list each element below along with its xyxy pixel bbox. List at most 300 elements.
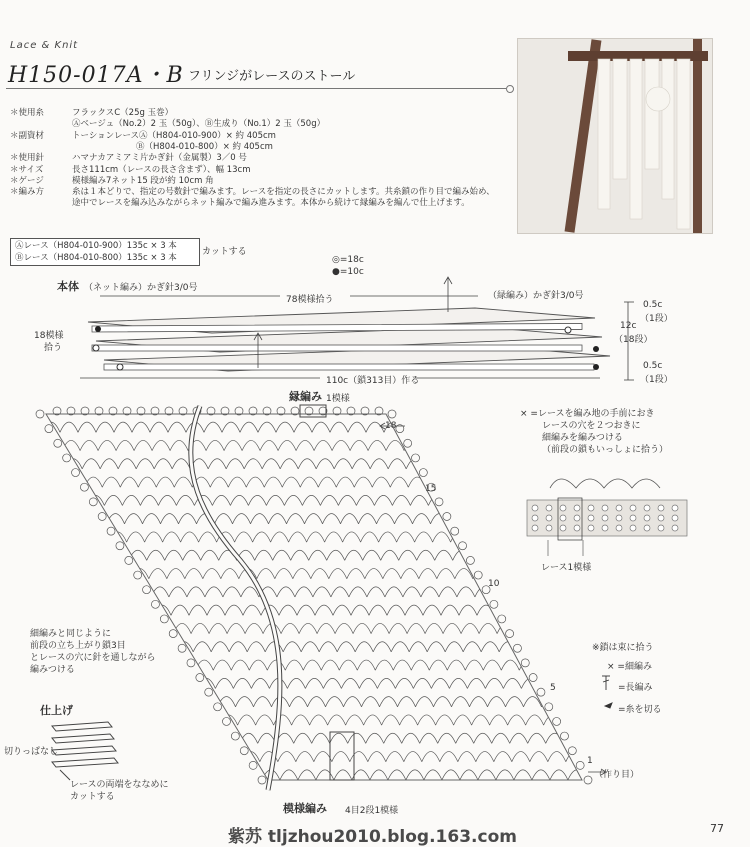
chain-loop (493, 587, 511, 597)
chain-loop (284, 495, 302, 505)
chain-loop (557, 678, 575, 688)
chain-loop (276, 422, 294, 432)
edge-scallops (36, 407, 592, 784)
chain-loop (171, 605, 189, 615)
left-label-2: 拾う (44, 343, 63, 353)
chain-loop (564, 733, 582, 743)
chain-loop (335, 623, 353, 633)
chain-loop (418, 715, 436, 725)
body-title: 本体 (57, 280, 79, 293)
chain-loop (488, 697, 506, 707)
lace-hole (532, 515, 538, 521)
chain-loop (323, 514, 341, 524)
lace-symbol-note: × =レースを編み地の手前におき レースの穴を２つおきに 細編みを編みつける （前段の鎖もいっしょに拾う） (520, 409, 669, 455)
chain-loop (501, 660, 519, 670)
chain-loop (309, 550, 327, 560)
spec-value: 模様編み7ネット15 段が約 10cm 角 (72, 175, 214, 186)
chain-loop (189, 605, 207, 615)
chain-loop (316, 459, 334, 469)
chain-loop (391, 642, 409, 652)
chain-loop (537, 660, 555, 670)
chain-loop (440, 440, 458, 450)
series-label: Lace & Knit (10, 40, 79, 51)
lace-hole (574, 515, 580, 521)
chain-loop (410, 495, 428, 505)
chain-loop (229, 642, 247, 652)
chain-loop (407, 623, 425, 633)
lace-hole (532, 525, 538, 531)
chain-loop (118, 459, 136, 469)
picot (240, 747, 248, 755)
picot (388, 410, 396, 418)
chain-loop (337, 642, 355, 652)
chain-loop (349, 587, 367, 597)
edge-title: 縁編み (289, 390, 322, 403)
dim-mid-rows: （18段） (614, 335, 653, 345)
chain-loop (26, 440, 44, 450)
chain-loop (560, 697, 578, 707)
chain-loop (611, 678, 629, 688)
picot (568, 747, 576, 755)
chain-loop (179, 514, 197, 524)
edge-repeat: 1模様 (326, 394, 350, 404)
chain-loop (366, 733, 384, 743)
chain-loop (315, 605, 333, 615)
chain-loop (280, 459, 298, 469)
chain-loop (165, 550, 183, 560)
chain-loop (224, 440, 242, 450)
picot (521, 659, 529, 667)
chain-loop (654, 733, 672, 743)
chain-loop (379, 532, 397, 542)
picot (134, 571, 142, 579)
chain-loop (392, 495, 410, 505)
chain-loop (169, 587, 187, 597)
chain-loop (206, 440, 224, 450)
chain-loop (235, 532, 253, 542)
chain-loop (386, 752, 404, 762)
chain-loop (305, 678, 323, 688)
chain-loop (138, 477, 156, 487)
picot (89, 498, 97, 506)
chain-loop (344, 697, 362, 707)
chain-loop (474, 733, 492, 743)
chain-loop (483, 660, 501, 670)
chain-loop (158, 495, 176, 505)
spec-value: Ⓑ（H804-010-800）× 約 405cm (136, 141, 273, 152)
chain-loop (443, 623, 461, 633)
chain-loop (658, 770, 676, 780)
chain-loop (278, 752, 296, 762)
chain-loop (517, 642, 535, 652)
chain-loop (437, 569, 455, 579)
chain-loop (147, 550, 165, 560)
chain-loop (6, 422, 24, 432)
chain-loop (388, 770, 406, 780)
body-strips (88, 308, 610, 371)
chain-loop (355, 642, 373, 652)
symbol-glyphs (602, 676, 612, 708)
chain-loop (365, 569, 383, 579)
chain-loop (377, 678, 395, 688)
chain-loop (481, 642, 499, 652)
lace-hole (532, 505, 538, 511)
cut-raw-label: 切りっぱなし (4, 747, 59, 757)
picot (576, 761, 584, 769)
lace-hole (602, 525, 608, 531)
chain-loop (352, 770, 370, 780)
chain-loop (449, 514, 467, 524)
chain-loop (273, 550, 291, 560)
chain-loop (154, 459, 172, 469)
chain-loop (530, 752, 548, 762)
body-subtitle: （ネット編み）かぎ針3/0号 (84, 283, 198, 293)
symbol-sc: × =細編み (607, 662, 652, 672)
row-1: 1 (587, 756, 593, 766)
chain-loop (86, 495, 104, 505)
chain-loop (243, 605, 261, 615)
chain-loop (71, 514, 89, 524)
lace-hole (602, 515, 608, 521)
chain-loop (377, 514, 395, 524)
chain-loop (464, 495, 482, 505)
chain-loop (175, 642, 193, 652)
spec-key: ＊使用糸 (10, 108, 45, 118)
chain-loop (211, 642, 229, 652)
lace-hole (616, 505, 622, 511)
chain-loop (465, 660, 483, 670)
picot (529, 674, 537, 682)
picot (474, 571, 482, 579)
chain-loop (312, 422, 330, 432)
chain-loop (569, 623, 587, 633)
chain-loop (50, 495, 68, 505)
chain-loop (487, 532, 505, 542)
picot (36, 410, 44, 418)
chain-loop (238, 715, 256, 725)
chain-loop (393, 660, 411, 670)
chain-loop (389, 623, 407, 633)
picot (222, 717, 230, 725)
chain-loop (445, 642, 463, 652)
chain-loop (439, 587, 457, 597)
chain-loop (231, 660, 249, 670)
chain-loop (125, 514, 143, 524)
chain-loop (302, 495, 320, 505)
chain-loop (279, 605, 297, 615)
chain-loop (528, 733, 546, 743)
chain-loop (305, 514, 323, 524)
chain-loop (246, 477, 264, 487)
chain-loop (185, 569, 203, 579)
chain-loop (143, 514, 161, 524)
chain-loop (622, 770, 640, 780)
chain-loop (174, 477, 192, 487)
lace-hole (574, 525, 580, 531)
lace-hole (616, 525, 622, 531)
chain-loop (44, 440, 62, 450)
chain-loop (131, 569, 149, 579)
chain-loop (202, 715, 220, 725)
chain-loop (368, 440, 386, 450)
chain-loop (676, 770, 694, 780)
chain-loop (295, 587, 313, 597)
chain-loop (543, 550, 561, 560)
chain-loop (433, 532, 451, 542)
chain-loop (482, 495, 500, 505)
left-label-1: 18模様 (34, 331, 64, 341)
chain-loop (500, 495, 518, 505)
chain-loop (317, 623, 335, 633)
chain-loop (373, 642, 391, 652)
chain-loop (199, 532, 217, 542)
picot (196, 674, 204, 682)
lace-hole (560, 525, 566, 531)
chain-loop (406, 770, 424, 780)
chain-loop (244, 770, 262, 780)
chain-loop (526, 715, 544, 725)
picot (498, 615, 506, 623)
chain-loop (434, 697, 452, 707)
picot (560, 732, 568, 740)
chain-loop (485, 514, 503, 524)
chain-loop (385, 587, 403, 597)
chain-loop (201, 550, 219, 560)
chain-loop (424, 459, 442, 469)
chain-loop (384, 733, 402, 743)
dim-mid: 12c (620, 321, 637, 331)
chain-loop (604, 770, 622, 780)
chain-loop (447, 660, 465, 670)
chain-loop (345, 550, 363, 560)
chain-loop (149, 569, 167, 579)
chain-loop (282, 477, 300, 487)
picot (214, 703, 222, 711)
chain-loop (498, 477, 516, 487)
chain-loop (140, 495, 158, 505)
chain-loop (285, 660, 303, 670)
chain-loop (505, 532, 523, 542)
picot (513, 644, 521, 652)
chain-loop (113, 569, 131, 579)
chain-loop (328, 715, 346, 725)
lace-sample-stitches (550, 479, 660, 488)
chain-loop (420, 422, 438, 432)
pattern-title: フリンジがレースのストール (188, 69, 356, 84)
chain-loop (204, 733, 222, 743)
chain-loop (351, 605, 369, 615)
lace-b-line: Ⓑレース（H804-010-800）135c × 3 本 (15, 253, 177, 263)
chain-loop (457, 587, 475, 597)
chain-loop (215, 678, 233, 688)
chain-loop (102, 477, 120, 487)
chain-loop (245, 623, 263, 633)
chain-loop (489, 550, 507, 560)
chain-loop (297, 605, 315, 615)
picot (584, 776, 592, 784)
picot (45, 425, 53, 433)
chain-loop (460, 459, 478, 469)
chain-loop (397, 532, 415, 542)
spec-value: トーションレースⒶ（H804-010-900）× 約 405cm (72, 130, 276, 141)
chain-loop (325, 532, 343, 542)
chain-loop (329, 569, 347, 579)
chain-loop (656, 752, 674, 762)
chain-loop (161, 514, 179, 524)
row-10: 10 (488, 579, 500, 589)
chain-loop (503, 514, 521, 524)
chain-loop (289, 532, 307, 542)
chain-loop (346, 715, 364, 725)
chain-loop (388, 459, 406, 469)
chain-loop (269, 514, 287, 524)
chain-loop (395, 678, 413, 688)
chain-loop (298, 459, 316, 469)
chain-loop (364, 715, 382, 725)
lace-hole (574, 505, 580, 511)
row-arrows (380, 423, 606, 775)
picot (143, 586, 151, 594)
chain-loop (359, 678, 377, 688)
picot (249, 761, 257, 769)
chain-loop (98, 440, 116, 450)
lace-hole (602, 505, 608, 511)
chain-loop (42, 422, 60, 432)
chain-loop (182, 697, 200, 707)
chain-loop (314, 752, 332, 762)
chain-loop (120, 477, 138, 487)
chain-loop (292, 715, 310, 725)
chain-loop (387, 605, 405, 615)
chain-loop (104, 495, 122, 505)
spec-value: 糸は１本どりで、指定の号数針で編みます。レースを指定の長さにカットします。共糸鎖の作り目で編み始め、 (72, 187, 495, 198)
picot (482, 586, 490, 594)
chain-loop (529, 587, 547, 597)
row-5: 5 (550, 683, 556, 693)
chain-loop (296, 752, 314, 762)
chain-loop (431, 514, 449, 524)
chain-loop (312, 733, 330, 743)
filled-circle-legend: ●=10c (332, 267, 364, 277)
chain-loop (602, 752, 620, 762)
chain-loop (616, 715, 634, 725)
picot (205, 688, 213, 696)
page-number: 77 (710, 822, 724, 835)
chain-loop (429, 660, 447, 670)
chain-loop (555, 660, 573, 670)
chain-loop (454, 715, 472, 725)
chain-loop (634, 715, 652, 725)
chain-loop (78, 422, 96, 432)
symbol-dc: =長編み (618, 683, 653, 693)
chain-loop (114, 422, 132, 432)
chain-loop (375, 660, 393, 670)
chain-loop (477, 605, 495, 615)
chain-loop (247, 642, 265, 652)
chain-loop (545, 569, 563, 579)
lace-hole (588, 505, 594, 511)
spec-key: ＊使用針 (10, 153, 45, 164)
chain-loop (24, 422, 42, 432)
chain-loop (187, 587, 205, 597)
chain-loop (184, 715, 202, 725)
chain-loop (303, 660, 321, 670)
net-mesh (6, 422, 694, 780)
chain-loop (296, 440, 314, 450)
chain-loop (333, 605, 351, 615)
chain-loop (339, 660, 357, 670)
chain-loop (176, 495, 194, 505)
chain-loop (191, 623, 209, 633)
chain-loop (313, 587, 331, 597)
chain-loop (134, 440, 152, 450)
chain-loop (227, 623, 245, 633)
chain-loop (136, 459, 154, 469)
lace-hole (588, 525, 594, 531)
chain-loop (352, 459, 370, 469)
chain-loop (491, 569, 509, 579)
chain-loop (438, 422, 456, 432)
spec-key: ＊サイズ (10, 164, 44, 175)
lace-hole (658, 525, 664, 531)
chain-loop (548, 752, 566, 762)
chain-loop (226, 459, 244, 469)
picot (435, 498, 443, 506)
picot (466, 556, 474, 564)
chain-loop (527, 569, 545, 579)
finish-note: レースの両端をななめに カットする (70, 780, 169, 802)
lace-hole (546, 515, 552, 521)
picot (427, 483, 435, 491)
chain-loop (442, 770, 460, 780)
chain-loop (301, 642, 319, 652)
chain-loop (275, 569, 293, 579)
chain-loop (503, 678, 521, 688)
chain-loop (404, 752, 422, 762)
chain-loop (326, 697, 344, 707)
picot (178, 644, 186, 652)
chain-loop (640, 770, 658, 780)
chain-loop (353, 623, 371, 633)
chain-loop (470, 697, 488, 707)
chain-loop (336, 477, 354, 487)
chain-loop (331, 587, 349, 597)
chain-loop (64, 459, 82, 469)
chain-loop (461, 623, 479, 633)
chain-loop (177, 660, 195, 670)
lace-hole (546, 525, 552, 531)
chain-loop (207, 605, 225, 615)
chain-loop (458, 440, 476, 450)
chain-loop (66, 477, 84, 487)
chain-loop (402, 733, 420, 743)
chain-loop (567, 605, 585, 615)
picot (116, 542, 124, 550)
chain-loop (632, 697, 650, 707)
chain-loop (372, 477, 390, 487)
chain-loop (452, 697, 470, 707)
chain-loop (425, 623, 443, 633)
picot (553, 717, 561, 725)
lace-a-line: Ⓐレース（H804-010-900）135c × 3 本 (15, 241, 177, 251)
chain-loop (181, 532, 199, 542)
chain-loop (183, 550, 201, 560)
picot (80, 483, 88, 491)
chain-loop (459, 605, 477, 615)
chain-loop (100, 459, 118, 469)
chain-loop (145, 532, 163, 542)
chain-loop (242, 752, 260, 762)
